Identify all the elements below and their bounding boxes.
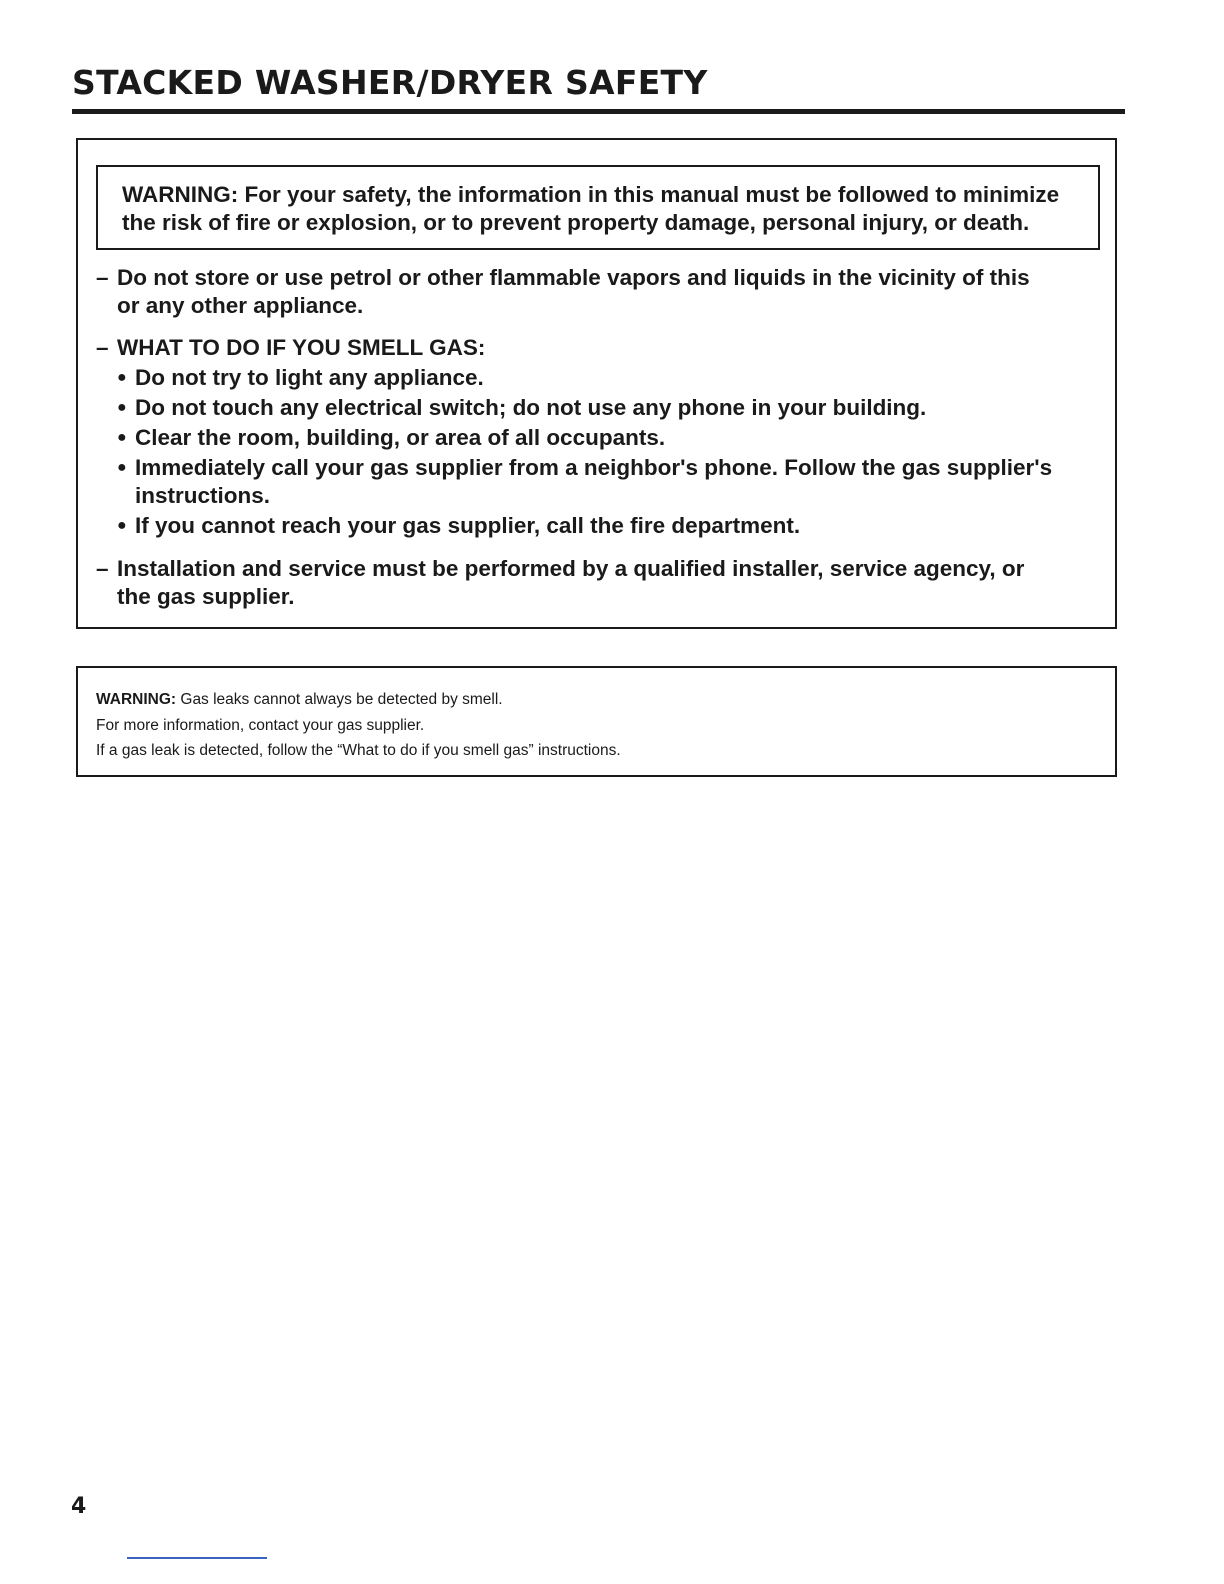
dash-marker: – [96,335,109,360]
gas-leak-warning-line-1 [96,687,1115,713]
hazard-item-installation [96,555,1106,611]
instruction-text: If you cannot reach your gas supplier, call the fire department. [135,513,801,538]
smell-gas-heading: WHAT TO DO IF YOU SMELL GAS: [117,335,486,360]
bullet-dot-icon: ● [117,399,127,416]
warning-label: WARNING: [96,691,177,708]
instruction-text: Clear the room, building, or area of all occupants. [135,425,666,450]
instruction-bullet [117,364,1106,392]
gas-leak-warning-text: Gas leaks cannot always be detected by smell. [176,691,503,708]
instruction-bullet [117,424,1106,452]
hazard-item-line: the gas supplier. [117,584,295,609]
hazard-list [96,264,1106,611]
bullet-dot-icon: ● [117,517,127,534]
bullet-dot-icon: ● [117,459,127,476]
bullet-dot-icon: ● [117,369,127,386]
instruction-bullet [117,512,1106,540]
smell-gas-instructions [117,364,1106,540]
dash-marker: – [96,265,109,290]
page-title: STACKED WASHER/DRYER SAFETY [72,63,708,102]
instruction-text: Do not touch any electrical switch; do not use any phone in your building. [135,395,927,420]
title-underline [72,109,1125,114]
main-warning-box [96,165,1100,250]
hazard-item-line: Do not store or use petrol or other flammable vapors and liquids in the vicinity of this [117,265,1030,290]
main-warning-line-2: the risk of fire or explosion, or to prevent property damage, personal injury, or death. [122,210,1030,235]
instruction-text: Immediately call your gas supplier from a neighbor's phone. Follow the gas supplier's [135,455,1053,480]
main-warning-line-1: WARNING: For your safety, the information in this manual must be followed to minimize [122,182,1060,207]
instruction-bullet [117,454,1106,510]
hazard-item-line: or any other appliance. [117,293,364,318]
footer-divider [127,1557,267,1559]
bullet-dot-icon: ● [117,429,127,446]
gas-leak-warning-line-2: For more information, contact your gas supplier. [96,716,425,734]
instruction-text: Do not try to light any appliance. [135,365,484,390]
dash-marker: – [96,556,109,581]
hazard-item-line: Installation and service must be performed by a qualified installer, service agency, or [117,556,1025,581]
page-number: 4 [71,1494,87,1519]
hazard-item-smell-gas [96,334,1106,540]
instruction-text: instructions. [135,483,271,508]
gas-leak-warning-box [76,666,1117,777]
instruction-bullet [117,394,1106,422]
hazard-item-flammables [96,264,1106,320]
gas-leak-warning-line-3: If a gas leak is detected, follow the “What to do if you smell gas” instructions. [96,742,621,759]
